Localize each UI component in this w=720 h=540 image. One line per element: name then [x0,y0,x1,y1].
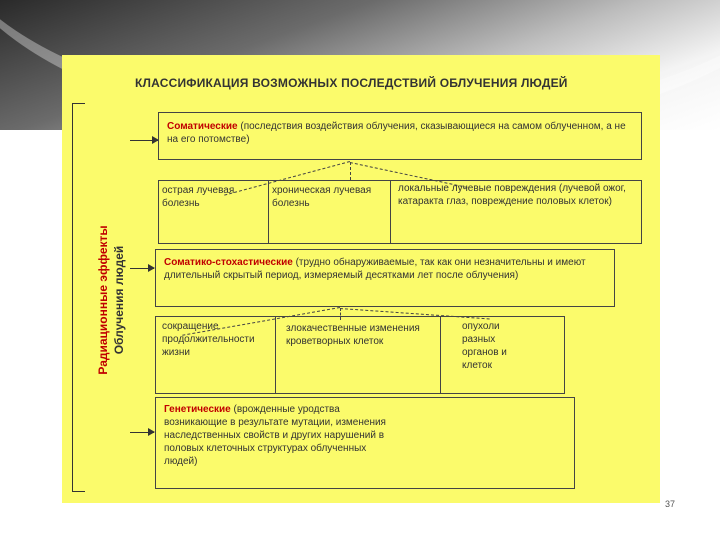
stochastic-box [155,249,615,307]
genetic-text [164,403,394,468]
effect-tumors: опухоли разных органов и клеток [462,321,507,371]
stochastic-term: Соматико-стохастические [164,257,293,268]
effect-acute-radiation-sickness: острая лучевая болезнь [162,185,235,209]
side-label-line1: Радиационные эффекты [96,225,110,375]
page-number: 37 [665,499,676,509]
effect-malignant-blood-changes: злокачественные изменения кроветворных клеток [286,323,420,347]
arrow-genetic [130,432,154,433]
arrow-somatic [130,140,158,141]
somatic-description: (последствия воздействия облучения, сказывающиеся на самом облученном, а не на его потомстве) [167,121,626,145]
somatic-term: Соматические [167,121,238,132]
divider-2 [390,181,391,243]
side-label [95,170,127,430]
side-label-line2: Облучения людей [112,245,126,355]
divider-3 [275,317,276,393]
effect-chronic-radiation-sickness: хроническая лучевая болезнь [272,185,372,209]
genetic-box [155,397,575,489]
slide-title: КЛАССИФИКАЦИЯ ВОЗМОЖНЫХ ПОСЛЕДСТВИЙ ОБЛУЧЕНИЯ ЛЮДЕЙ [135,76,568,90]
connector-somatic-mid [350,162,352,180]
stochastic-description: (трудно обнаруживаемые, так как они незначительны и имеют длительный скрытый период, измеряемый десятками лет после облучения) [164,257,586,281]
effect-life-shortening: сокращение продолжительности жизни [162,321,255,358]
genetic-description: (врожденные уродства возникающие в результате мутации, изменения наследственных свойств и других нарушений в половых клеточных структурах облученных людей) [164,404,386,467]
effect-local-radiation-damage: локальные лучевые повреждения (лучевой ожог, катаракта глаз, повреждение половых клеток) [398,183,626,207]
genetic-term: Генетические [164,404,231,415]
divider-4 [440,317,441,393]
arrow-stochastic [130,268,154,269]
left-bracket [72,103,85,492]
somatic-box [158,112,642,160]
